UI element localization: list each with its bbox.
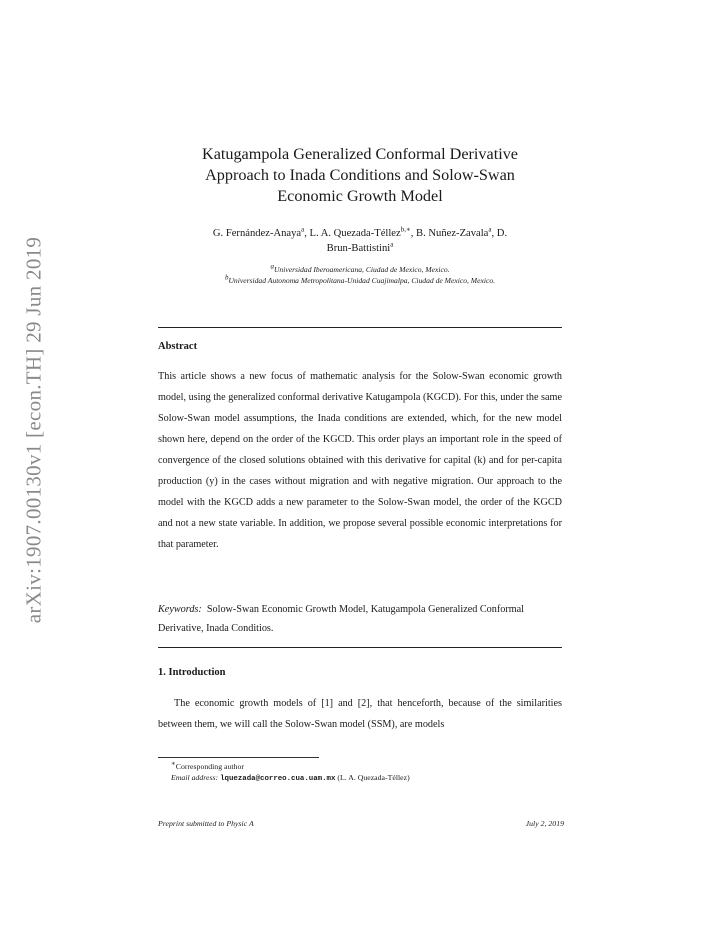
paper-title <box>158 144 562 207</box>
footnote-corresponding: ∗Corresponding author <box>171 759 244 771</box>
abstract-heading: Abstract <box>158 341 198 352</box>
abstract-text: This article shows a new focus of mathematic analysis for the Solow-Swan economic growth model, using the generalized conformal derivative Katugampola (KGCD). For this, under the same Solow-Swan model assumptions, the Inada conditions are extended, which, for the new model shown here, depend on the order of the KGCD. This order plays an important role in the speed of convergence of the closed solutions obtained with this derivative for capital (k) and for per-capita production (y) in the cases without migration and with negative migration. Our approach to the model with the KGCD adds a new parameter to the Solow-Swan model, the order of the KGCD and not a new state variable. In addition, we propose several possible economic interpretations for that parameter. <box>158 371 562 550</box>
affiliation-b: $^b$Universidad Autonoma Metropolitana-Unidad Cuajimalpa, Ciudad de Mexico, Mexico. <box>224 273 496 285</box>
title-line: Economic Growth Model <box>277 187 443 205</box>
introduction-paragraph: The economic growth models of [1] and [2], that henceforth, because of the similarities between them, we will call the Solow-Swan model (SSM), are models <box>158 698 562 730</box>
abstract-top-rule <box>158 327 562 328</box>
title-line: Katugampola Generalized Conformal Derivative <box>202 145 518 163</box>
author-line-1: G. Fernández-Anaya$^a$, L. A. Quezada-Téllez$^{b,∗}$, B. Nuñez-Zavala$^a$, D. <box>212 225 508 239</box>
preprint-note: Preprint submitted to Physic A <box>158 819 254 828</box>
keywords-text: Solow-Swan Economic Growth Model, Katugampola Generalized Conformal Derivative, Inada Conditios. <box>158 604 525 634</box>
footnote-rule <box>158 757 319 758</box>
preprint-date: July 2, 2019 <box>525 819 564 828</box>
arxiv-identifier-text: arXiv:1907.00130v1 [econ.TH] 29 Jun 2019 <box>21 236 46 624</box>
email-link[interactable]: lquezada@correo.cua.uam.mx <box>220 775 336 783</box>
section-heading-introduction: 1. Introduction <box>158 667 226 678</box>
affiliations <box>140 264 580 286</box>
abstract-bottom-rule <box>158 647 562 648</box>
keywords <box>158 600 562 638</box>
author-line-2: Brun-Battistini$^a$ <box>326 240 394 254</box>
keywords-label: Keywords: <box>158 604 202 615</box>
author-list <box>158 226 562 256</box>
footnote <box>158 761 578 785</box>
affiliation-a: $^a$Universidad Iberoamericana, Ciudad de Mexico, Mexico. <box>270 262 450 274</box>
footnote-email: Email address: lquezada@correo.cua.uam.mx (L. A. Quezada-Téllez) <box>171 773 410 783</box>
title-line: Approach to Inada Conditions and Solow-Swan <box>205 166 515 184</box>
